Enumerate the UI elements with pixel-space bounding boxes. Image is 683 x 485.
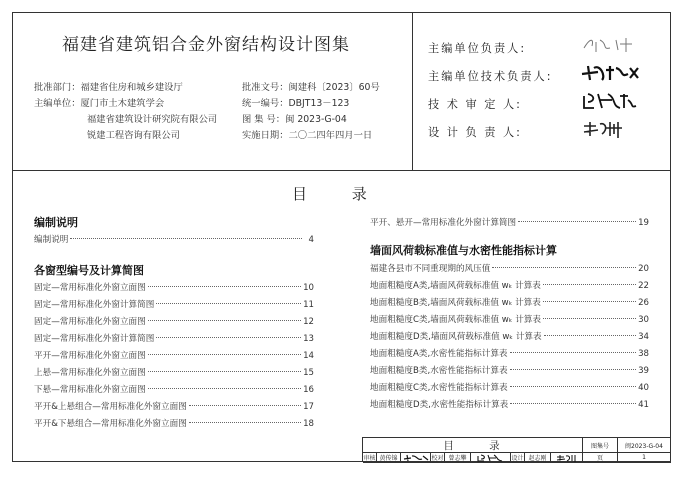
toc-entry[interactable]: 地面粗糙度C类,水密性能指标计算表 40 <box>370 383 649 393</box>
review-signature <box>401 453 431 463</box>
section-heading-window-types: 各窗型编号及计算简图 <box>34 264 144 277</box>
toc-entry[interactable]: 编制说明 4 <box>34 235 314 245</box>
atlas-number: 图 集 号：闽 2023-G-04 <box>242 114 347 125</box>
toc-entry[interactable]: 上悬—常用标准化外窗立面图 15 <box>34 368 314 378</box>
co-unit-2: 锐建工程咨询有限公司 <box>87 130 180 141</box>
toc-entry[interactable]: 平开—常用标准化外窗立面图 14 <box>34 351 314 361</box>
co-unit-1: 福建省建筑设计研究院有限公司 <box>87 114 218 125</box>
toc-entry[interactable]: 地面粗糙度C类,墙面风荷载标准值 wₖ 计算表 30 <box>370 315 649 325</box>
unified-number: 统一编号：DBJT13－123 <box>242 98 350 109</box>
toc-entry[interactable]: 固定—常用标准化外窗立面图 10 <box>34 283 314 293</box>
role-label: 设 计 负 责 人: <box>428 126 522 139</box>
section-heading-wind-load: 墙面风荷载标准值与水密性能指标计算 <box>370 244 557 257</box>
page-label: 页 <box>583 453 618 463</box>
page-value: 1 <box>618 453 671 463</box>
design-signature <box>551 453 583 463</box>
toc-entry[interactable]: 地面粗糙度D类,墙面风荷载标准值 wₖ 计算表 34 <box>370 332 649 342</box>
toc-entry[interactable]: 固定—常用标准化外窗计算简图 11 <box>34 300 314 310</box>
review-label: 审核 <box>363 455 376 462</box>
review-name: 黄传锦 <box>377 453 401 463</box>
header-vertical-separator <box>412 12 413 170</box>
toc-entry[interactable]: 地面粗糙度B类,墙面风荷载标准值 wₖ 计算表 26 <box>370 298 649 308</box>
toc-entry[interactable]: 平开、悬开—常用标准化外窗计算简图 19 <box>370 218 649 228</box>
role-label: 主编单位技术负责人: <box>428 70 553 83</box>
toc-entry[interactable]: 下悬—常用标准化外窗立面图 16 <box>34 385 314 395</box>
signature-image <box>580 90 650 112</box>
approval-dept: 批准部门：福建省住房和城乡建设厅 <box>34 82 183 93</box>
check-signature <box>471 453 511 463</box>
toc-entry[interactable]: 地面粗糙度D类,水密性能指标计算表 41 <box>370 400 649 410</box>
implementation-date: 实施日期：二〇二四年四月一日 <box>242 130 373 141</box>
toc-entry[interactable]: 福建各县市不同重现期的风压值 20 <box>370 264 649 274</box>
signature-image <box>580 118 650 140</box>
atlas-title: 福建省建筑铝合金外窗结构设计图集 <box>62 35 350 55</box>
design-name: 赵志刚 <box>525 453 551 463</box>
role-label: 主编单位负责人: <box>428 42 527 55</box>
editor-unit: 主编单位：厦门市土木建筑学会 <box>34 98 165 109</box>
atlas-label: 图集号 <box>583 438 618 453</box>
signature-image <box>580 34 650 56</box>
check-label: 校对 <box>431 455 444 462</box>
toc-title: 目 录 <box>292 185 387 203</box>
toc-entry[interactable]: 地面粗糙度B类,水密性能指标计算表 39 <box>370 366 649 376</box>
signature-image <box>403 454 429 462</box>
role-label: 技 术 审 定 人: <box>428 98 522 111</box>
signature-image <box>476 454 506 462</box>
toc-entry[interactable]: 地面粗糙度A类,墙面风荷载标准值 wₖ 计算表 22 <box>370 281 649 291</box>
title-block-name: 目 录 <box>363 438 583 453</box>
signature-image <box>556 454 578 462</box>
signature-image <box>580 62 650 84</box>
toc-entry[interactable]: 固定—常用标准化外窗立面图 12 <box>34 317 314 327</box>
design-label: 设计 <box>511 455 524 462</box>
toc-entry[interactable]: 地面粗糙度A类,水密性能指标计算表 38 <box>370 349 649 359</box>
title-block <box>362 437 671 462</box>
toc-entry[interactable]: 平开&下悬组合—常用标准化外窗立面图 18 <box>34 419 314 429</box>
header-separator <box>12 170 671 171</box>
approval-number: 批准文号：闽建科〔2023〕60号 <box>242 82 380 93</box>
toc-entry[interactable]: 平开&上悬组合—常用标准化外窗立面图 17 <box>34 402 314 412</box>
atlas-value: 闽2023-G-04 <box>618 438 671 453</box>
toc-entry[interactable]: 固定—常用标准化外窗计算简图 13 <box>34 334 314 344</box>
section-heading-preparation-notes: 编制说明 <box>34 216 78 229</box>
check-name: 曾志攀 <box>445 453 471 463</box>
